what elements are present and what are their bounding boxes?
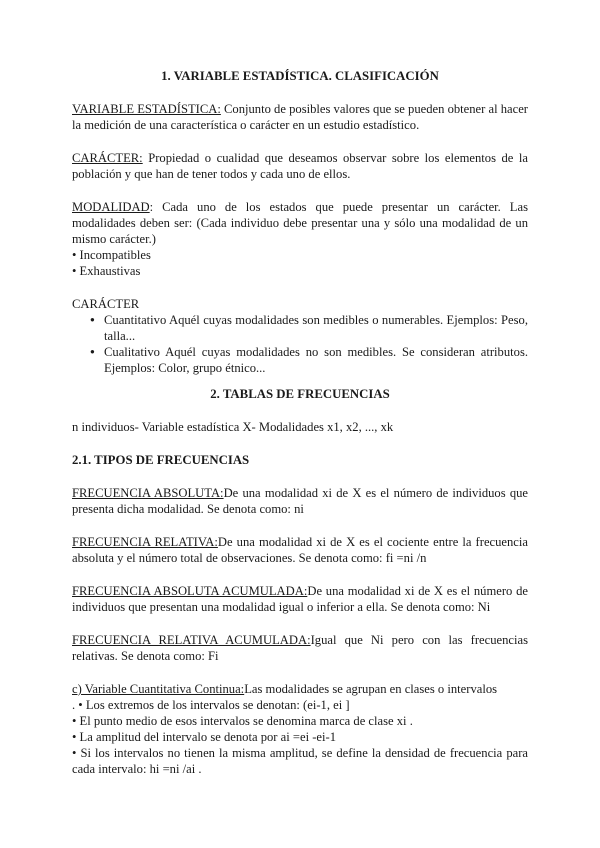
caracter-types (72, 296, 528, 376)
text-freq: De una modalidad xi de X es el número de individuos que presenta dicha modalidad. Se denota como: ni (72, 486, 529, 516)
term-freq: FRECUENCIA ABSOLUTA ACUMULADA: (72, 584, 308, 598)
text-freq: De una modalidad xi de X es el cociente entre la frecuencia absoluta y el número total de observaciones. Se denota como: fi =ni /n (72, 535, 528, 565)
freq-relativa-acumulada (72, 632, 528, 664)
section-title-2-1: 2.1. TIPOS DE FRECUENCIAS (72, 453, 250, 467)
term-modalidad: MODALIDAD (72, 200, 150, 214)
text-freq: De una modalidad xi de X es el número de individuos que presentan una modalidad igual o inferior a ella. Se denota como: Ni (72, 584, 528, 614)
continua-line: • El punto medio de esos intervalos se denomina marca de clase xi . (72, 714, 413, 728)
definition-caracter (72, 150, 528, 182)
continua-line: . • Los extremos de los intervalos se denotan: (ei-1, ei ] (72, 698, 350, 712)
modalidad-item: • Incompatibles (72, 248, 151, 262)
term-continua: c) Variable Cuantitativa Continua: (72, 682, 245, 696)
term-freq: FRECUENCIA ABSOLUTA: (72, 486, 224, 500)
text-variable: Conjunto de posibles valores que se pueden obtener al hacer la medición de una característica o carácter en un estudio estadístico. (72, 102, 528, 132)
document-page (72, 68, 528, 777)
text-continua: Las modalidades se agrupan en clases o intervalos (244, 682, 498, 696)
term-variable: VARIABLE ESTADÍSTICA: (72, 102, 221, 116)
continua-line: • Si los intervalos no tienen la misma amplitud, se define la densidad de frecuencia para cada intervalo: hi =ni /ai . (72, 746, 528, 776)
text-modalidad: : Cada uno de los estados que puede presentar un carácter. Las modalidades deben ser: (Cada individuo debe presentar una y sólo una modalidad de un mismo carácter.) (72, 200, 528, 246)
section-title-2: 2. TABLAS DE FRECUENCIAS (210, 387, 390, 401)
caracter-type-item: ● Cualitativo Aquél cuyas modalidades no son medibles. Se consideran atributos. Ejemplos: Color, grupo étnico... (92, 344, 528, 376)
intro-2: n individuos- Variable estadística X- Modalidades x1, x2, ..., xk (72, 420, 394, 434)
section-title-1: 1. VARIABLE ESTADÍSTICA. CLASIFICACIÓN (161, 69, 439, 83)
modalidad-item: • Exhaustivas (72, 264, 141, 278)
term-freq: FRECUENCIA RELATIVA: (72, 535, 218, 549)
term-freq: FRECUENCIA RELATIVA ACUMULADA: (72, 633, 311, 647)
definition-variable (72, 101, 528, 133)
freq-absoluta (72, 485, 528, 517)
freq-absoluta-acumulada (72, 583, 528, 615)
continua-line: • La amplitud del intervalo se denota por ai =ei -ei-1 (72, 730, 336, 744)
variable-continua (72, 681, 528, 777)
text-caracter: Propiedad o cualidad que deseamos observar sobre los elementos de la población y que han de tener todos y cada uno de ellos. (72, 151, 528, 181)
freq-relativa (72, 534, 528, 566)
text-freq: Igual que Ni pero con las frecuencias relativas. Se denota como: Fi (72, 633, 528, 663)
caracter-types-title: CARÁCTER (72, 297, 140, 311)
definition-modalidad (72, 199, 528, 279)
term-caracter: CARÁCTER: (72, 151, 143, 165)
caracter-type-item: ● Cuantitativo Aquél cuyas modalidades son medibles o numerables. Ejemplos: Peso, talla... (92, 312, 528, 344)
